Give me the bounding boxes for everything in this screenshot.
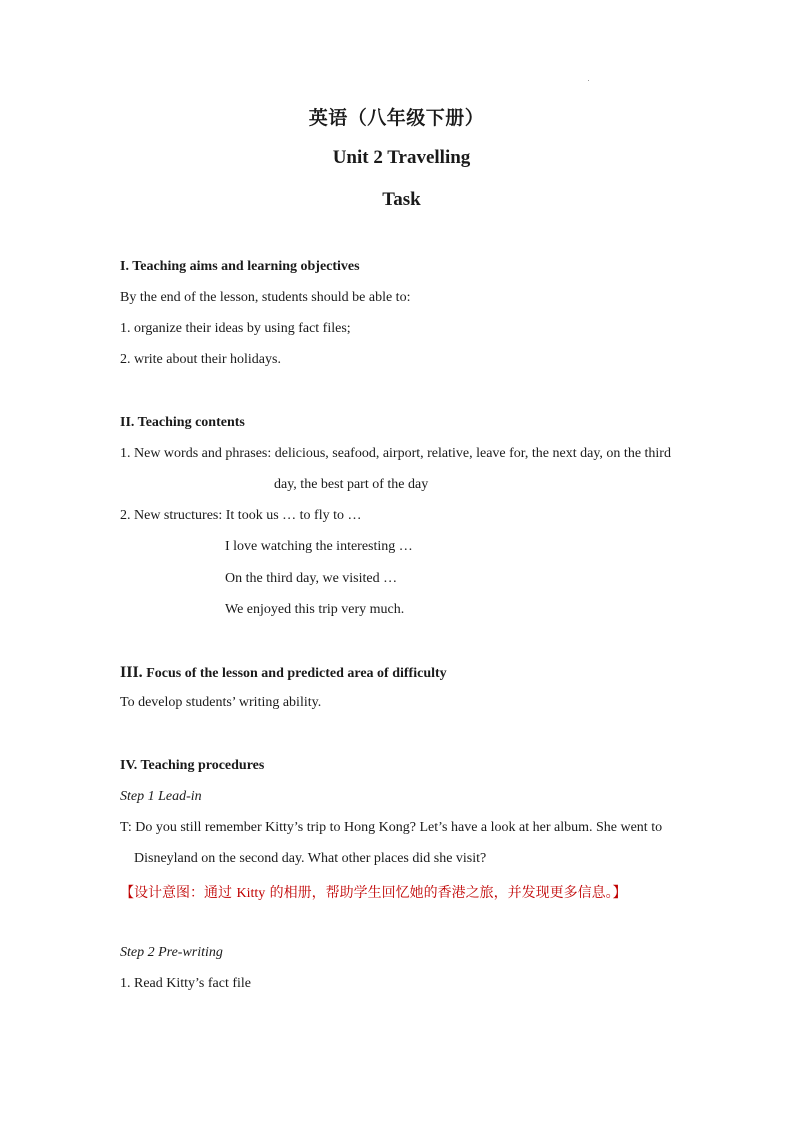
unit-title: Unit 2 Travelling xyxy=(332,147,471,168)
design-note-rest: 的相册，帮助学生回忆她的香港之旅，并发现更多信息。】 xyxy=(265,885,627,901)
section-3-text: To develop students’ writing ability. xyxy=(120,695,322,710)
new-structures-line-1: 2. New structures: It took us … to fly to … xyxy=(120,508,362,523)
section-3-heading-text: Focus of the lesson and predicted area of difficulty xyxy=(146,666,447,681)
design-note-open: 【设计意图：通过 xyxy=(120,885,237,901)
page-speck xyxy=(588,80,589,81)
step-2-item-1: 1. Read Kitty’s fact file xyxy=(120,976,252,991)
section-3-heading xyxy=(120,664,447,682)
section-1-item-2: 2. write about their holidays. xyxy=(120,352,281,367)
section-1-item-1: 1. organize their ideas by using fact files; xyxy=(120,321,351,336)
step-1-title: Step 1 Lead-in xyxy=(120,789,202,804)
structure-item-3: We enjoyed this trip very much. xyxy=(225,602,405,617)
step-1-line-1: T: Do you still remember Kitty’s trip to Hong Kong? Let’s have a look at her album. She went to xyxy=(120,820,663,835)
lesson-title: Task xyxy=(382,189,421,210)
step-2-title: Step 2 Pre-writing xyxy=(120,945,223,960)
structure-item-1: I love watching the interesting … xyxy=(225,539,413,554)
section-3-roman: III. xyxy=(120,664,143,681)
design-intent-note xyxy=(120,882,627,902)
new-words-line-2: day, the best part of the day xyxy=(274,477,429,492)
section-4-heading: IV. Teaching procedures xyxy=(120,758,265,773)
section-1-heading: I. Teaching aims and learning objectives xyxy=(120,259,360,274)
structure-item-2: On the third day, we visited … xyxy=(225,571,398,586)
design-note-kitty: Kitty xyxy=(236,886,266,901)
section-1-intro: By the end of the lesson, students should be able to: xyxy=(120,290,411,305)
step-1-line-2: Disneyland on the second day. What other places did she visit? xyxy=(134,851,487,866)
new-words-line-1: 1. New words and phrases: delicious, seafood, airport, relative, leave for, the next day, on the third xyxy=(120,446,671,461)
page-title-chinese: 英语（八年级下册） xyxy=(308,107,485,129)
section-2-heading: II. Teaching contents xyxy=(120,415,245,430)
